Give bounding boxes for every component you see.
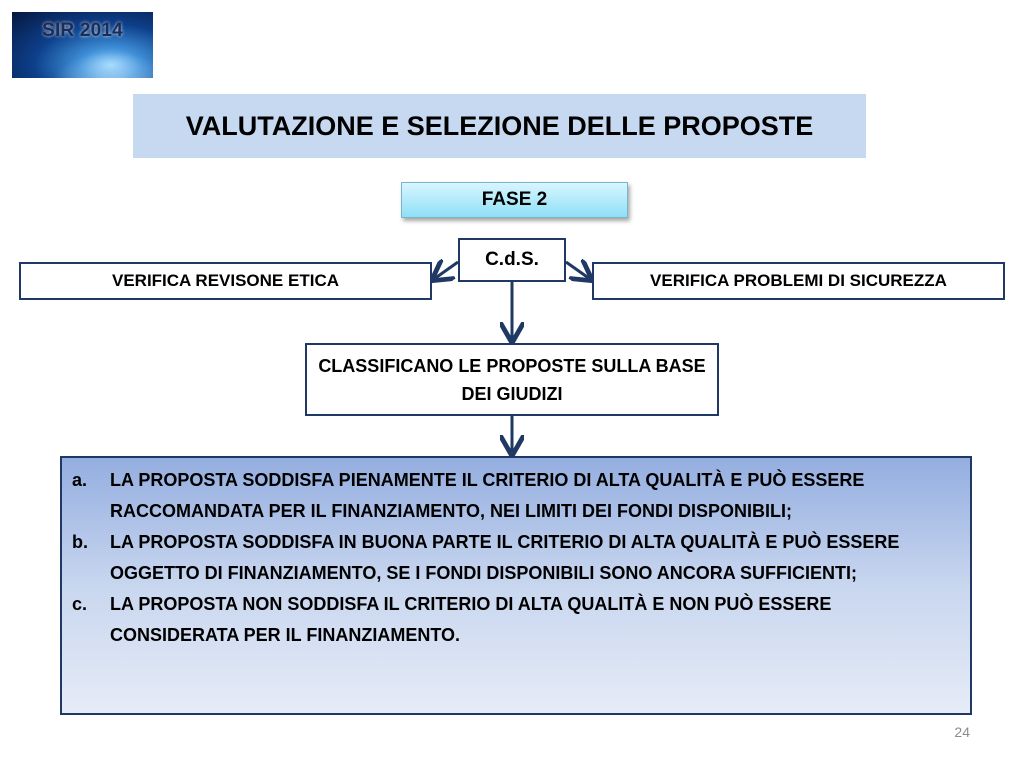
arrow-to-safety [566, 262, 590, 279]
logo-text: SIR 2014 [42, 20, 123, 41]
list-item-letter: b. [72, 532, 88, 552]
safety-check-node: VERIFICA PROBLEMI DI SICUREZZA [592, 262, 1005, 300]
phase-label: FASE 2 [401, 182, 628, 218]
logo-earth-glow [52, 52, 153, 78]
list-item-text: LA PROPOSTA SODDISFA PIENAMENTE IL CRITERIO DI ALTA QUALITÀ E PUÒ ESSERE RACCOMANDATA PER IL FINANZIAMENTO, NEI LIMITI DEI FONDI DISPONIBILI; [110, 470, 865, 521]
list-item [72, 527, 956, 589]
page-number: 24 [954, 724, 970, 740]
list-item-text: LA PROPOSTA NON SODDISFA IL CRITERIO DI ALTA QUALITÀ E NON PUÒ ESSERE CONSIDERATA PER IL FINANZIAMENTO. [110, 594, 832, 645]
sir-2014-logo [12, 12, 153, 78]
outcomes-list [60, 456, 972, 715]
list-item-letter: a. [72, 470, 88, 490]
cds-node: C.d.S. [458, 238, 566, 282]
arrow-to-ethics [434, 262, 458, 279]
slide-title: VALUTAZIONE E SELEZIONE DELLE PROPOSTE [133, 94, 866, 158]
ethics-review-node: VERIFICA REVISONE ETICA [19, 262, 432, 300]
classify-node: CLASSIFICANO LE PROPOSTE SULLA BASE DEI GIUDIZI [305, 343, 719, 416]
list-item-letter: c. [72, 594, 88, 614]
list-item [72, 465, 956, 527]
list-item [72, 589, 956, 651]
list-item-text: LA PROPOSTA SODDISFA IN BUONA PARTE IL CRITERIO DI ALTA QUALITÀ E PUÒ ESSERE OGGETTO DI FINANZIAMENTO, SE I FONDI DISPONIBILI SONO ANCORA SUFFICIENTI; [110, 532, 900, 583]
